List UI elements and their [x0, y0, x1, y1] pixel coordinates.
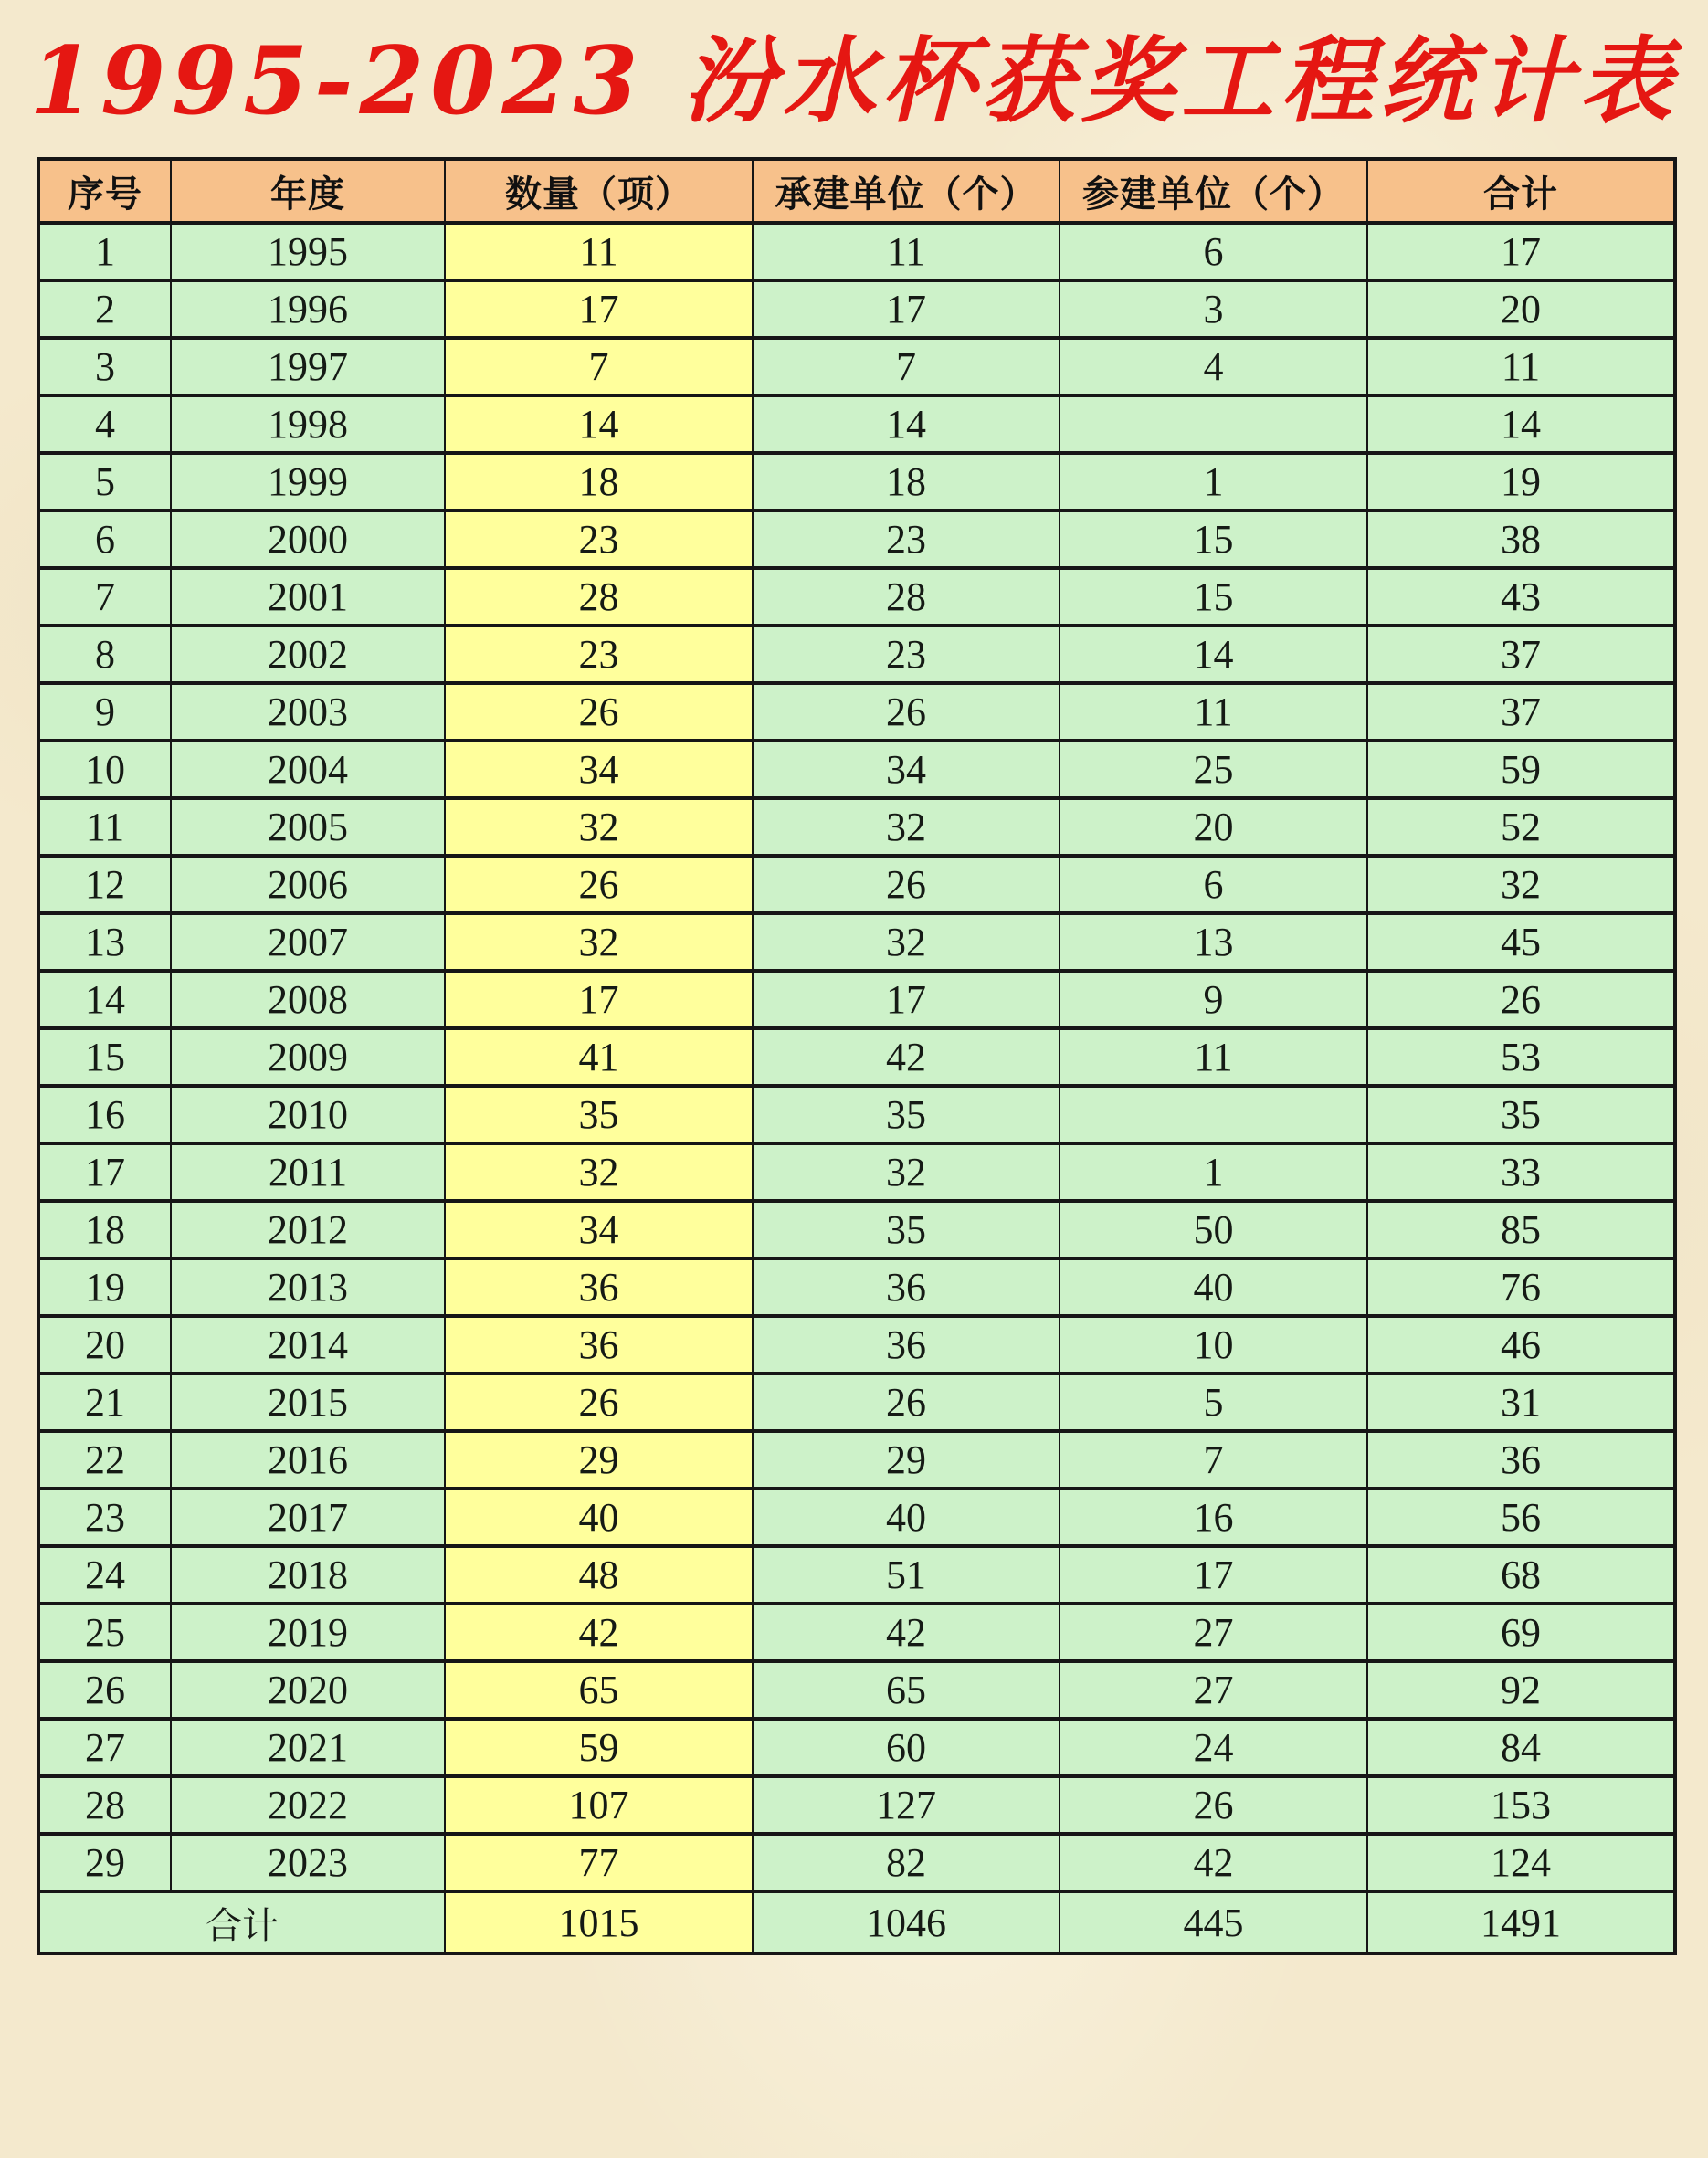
- cell-quantity: 36: [445, 1316, 753, 1374]
- cell-participants: 20: [1060, 798, 1367, 856]
- table-row: [38, 1431, 1675, 1489]
- cell-total: 52: [1367, 798, 1675, 856]
- table-row: [38, 1604, 1675, 1661]
- cell-year: 2007: [171, 913, 445, 971]
- col-header-contractors: 承建单位（个）: [753, 159, 1060, 223]
- cell-participants: 6: [1060, 223, 1367, 280]
- cell-total: 11: [1367, 338, 1675, 395]
- cell-participants: 11: [1060, 683, 1367, 741]
- cell-participants: 14: [1060, 626, 1367, 683]
- cell-contractors: 40: [753, 1489, 1060, 1546]
- cell-index: 6: [38, 511, 171, 568]
- cell-total: 37: [1367, 683, 1675, 741]
- table-row: [38, 1201, 1675, 1258]
- cell-quantity: 14: [445, 395, 753, 453]
- cell-contractors: 29: [753, 1431, 1060, 1489]
- total-label: 合计: [38, 1891, 445, 1953]
- cell-year: 2018: [171, 1546, 445, 1604]
- cell-participants: 50: [1060, 1201, 1367, 1258]
- cell-index: 7: [38, 568, 171, 626]
- cell-year: 2006: [171, 856, 445, 913]
- cell-contractors: 82: [753, 1834, 1060, 1891]
- cell-total: 56: [1367, 1489, 1675, 1546]
- cell-index: 1: [38, 223, 171, 280]
- table-row: [38, 1776, 1675, 1834]
- cell-contractors: 7: [753, 338, 1060, 395]
- cell-total: 19: [1367, 453, 1675, 511]
- cell-contractors: 11: [753, 223, 1060, 280]
- table-row: [38, 913, 1675, 971]
- cell-total: 46: [1367, 1316, 1675, 1374]
- cell-quantity: 48: [445, 1546, 753, 1604]
- table-row: [38, 1258, 1675, 1316]
- cell-participants: 3: [1060, 280, 1367, 338]
- cell-quantity: 36: [445, 1258, 753, 1316]
- cell-total: 68: [1367, 1546, 1675, 1604]
- cell-quantity: 107: [445, 1776, 753, 1834]
- cell-total: 124: [1367, 1834, 1675, 1891]
- table-row: [38, 1661, 1675, 1719]
- table-row: [38, 1834, 1675, 1891]
- cell-total: 53: [1367, 1028, 1675, 1086]
- cell-total: 153: [1367, 1776, 1675, 1834]
- cell-year: 1995: [171, 223, 445, 280]
- cell-quantity: 32: [445, 798, 753, 856]
- cell-total: 69: [1367, 1604, 1675, 1661]
- cell-participants: [1060, 1086, 1367, 1143]
- table-row: [38, 395, 1675, 453]
- cell-quantity: 32: [445, 913, 753, 971]
- cell-total: 43: [1367, 568, 1675, 626]
- cell-year: 1999: [171, 453, 445, 511]
- cell-index: 28: [38, 1776, 171, 1834]
- cell-participants: 7: [1060, 1431, 1367, 1489]
- cell-contractors: 23: [753, 626, 1060, 683]
- cell-total: 76: [1367, 1258, 1675, 1316]
- cell-quantity: 59: [445, 1719, 753, 1776]
- cell-quantity: 17: [445, 971, 753, 1028]
- cell-index: 17: [38, 1143, 171, 1201]
- cell-contractors: 32: [753, 1143, 1060, 1201]
- cell-participants: 15: [1060, 511, 1367, 568]
- cell-contractors: 42: [753, 1028, 1060, 1086]
- cell-index: 22: [38, 1431, 171, 1489]
- cell-participants: 27: [1060, 1604, 1367, 1661]
- cell-total: 59: [1367, 741, 1675, 798]
- table-row: [38, 798, 1675, 856]
- cell-quantity: 23: [445, 626, 753, 683]
- cell-index: 16: [38, 1086, 171, 1143]
- cell-index: 10: [38, 741, 171, 798]
- cell-total: 33: [1367, 1143, 1675, 1201]
- cell-contractors: 18: [753, 453, 1060, 511]
- cell-contractors: 26: [753, 1374, 1060, 1431]
- cell-index: 26: [38, 1661, 171, 1719]
- cell-total: 32: [1367, 856, 1675, 913]
- cell-year: 2008: [171, 971, 445, 1028]
- cell-quantity: 29: [445, 1431, 753, 1489]
- cell-total: 20: [1367, 280, 1675, 338]
- cell-index: 12: [38, 856, 171, 913]
- total-quantity-cell: 1015: [445, 1891, 753, 1953]
- cell-year: 2001: [171, 568, 445, 626]
- cell-index: 21: [38, 1374, 171, 1431]
- cell-quantity: 26: [445, 1374, 753, 1431]
- cell-participants: 40: [1060, 1258, 1367, 1316]
- cell-index: 25: [38, 1604, 171, 1661]
- cell-total: 26: [1367, 971, 1675, 1028]
- cell-quantity: 34: [445, 1201, 753, 1258]
- cell-quantity: 17: [445, 280, 753, 338]
- col-header-total: 合计: [1367, 159, 1675, 223]
- cell-index: 18: [38, 1201, 171, 1258]
- cell-index: 13: [38, 913, 171, 971]
- cell-index: 5: [38, 453, 171, 511]
- cell-participants: [1060, 395, 1367, 453]
- cell-total: 85: [1367, 1201, 1675, 1258]
- cell-year: 2005: [171, 798, 445, 856]
- cell-quantity: 77: [445, 1834, 753, 1891]
- cell-participants: 6: [1060, 856, 1367, 913]
- cell-quantity: 41: [445, 1028, 753, 1086]
- cell-contractors: 51: [753, 1546, 1060, 1604]
- cell-contractors: 32: [753, 913, 1060, 971]
- cell-contractors: 36: [753, 1316, 1060, 1374]
- cell-total: 17: [1367, 223, 1675, 280]
- table-row: [38, 1316, 1675, 1374]
- table-row: [38, 338, 1675, 395]
- cell-contractors: 35: [753, 1201, 1060, 1258]
- table-row: [38, 1546, 1675, 1604]
- cell-year: 1996: [171, 280, 445, 338]
- cell-contractors: 17: [753, 971, 1060, 1028]
- cell-contractors: 65: [753, 1661, 1060, 1719]
- cell-index: 23: [38, 1489, 171, 1546]
- cell-contractors: 36: [753, 1258, 1060, 1316]
- cell-quantity: 28: [445, 568, 753, 626]
- table-row: [38, 223, 1675, 280]
- cell-total: 45: [1367, 913, 1675, 971]
- cell-index: 4: [38, 395, 171, 453]
- table-body: [38, 223, 1675, 1891]
- cell-quantity: 32: [445, 1143, 753, 1201]
- cell-index: 15: [38, 1028, 171, 1086]
- col-header-year: 年度: [171, 159, 445, 223]
- cell-quantity: 18: [445, 453, 753, 511]
- table-row: [38, 626, 1675, 683]
- cell-index: 24: [38, 1546, 171, 1604]
- cell-participants: 15: [1060, 568, 1367, 626]
- cell-total: 35: [1367, 1086, 1675, 1143]
- cell-quantity: 26: [445, 856, 753, 913]
- cell-year: 2000: [171, 511, 445, 568]
- cell-year: 2012: [171, 1201, 445, 1258]
- table-row: [38, 453, 1675, 511]
- cell-contractors: 23: [753, 511, 1060, 568]
- table-row: [38, 1489, 1675, 1546]
- cell-index: 20: [38, 1316, 171, 1374]
- cell-total: 38: [1367, 511, 1675, 568]
- cell-quantity: 42: [445, 1604, 753, 1661]
- cell-index: 14: [38, 971, 171, 1028]
- table-row: [38, 683, 1675, 741]
- cell-quantity: 40: [445, 1489, 753, 1546]
- cell-index: 19: [38, 1258, 171, 1316]
- table-row: [38, 1086, 1675, 1143]
- table-row: [38, 568, 1675, 626]
- total-participants-cell: 445: [1060, 1891, 1367, 1953]
- cell-total: 92: [1367, 1661, 1675, 1719]
- cell-quantity: 11: [445, 223, 753, 280]
- cell-contractors: 35: [753, 1086, 1060, 1143]
- table-row: [38, 1374, 1675, 1431]
- cell-quantity: 7: [445, 338, 753, 395]
- cell-contractors: 17: [753, 280, 1060, 338]
- cell-participants: 1: [1060, 1143, 1367, 1201]
- cell-total: 84: [1367, 1719, 1675, 1776]
- cell-year: 2002: [171, 626, 445, 683]
- cell-quantity: 35: [445, 1086, 753, 1143]
- table-row: [38, 971, 1675, 1028]
- table-row: [38, 741, 1675, 798]
- cell-contractors: 127: [753, 1776, 1060, 1834]
- cell-contractors: 26: [753, 683, 1060, 741]
- cell-contractors: 60: [753, 1719, 1060, 1776]
- cell-participants: 4: [1060, 338, 1367, 395]
- table-row: [38, 511, 1675, 568]
- cell-contractors: 42: [753, 1604, 1060, 1661]
- table-row: [38, 1143, 1675, 1201]
- cell-quantity: 26: [445, 683, 753, 741]
- table-header: [38, 159, 1675, 223]
- cell-year: 2020: [171, 1661, 445, 1719]
- cell-year: 2015: [171, 1374, 445, 1431]
- stats-table: [37, 157, 1677, 1955]
- cell-year: 2010: [171, 1086, 445, 1143]
- header-row: [38, 159, 1675, 223]
- cell-index: 2: [38, 280, 171, 338]
- table-row: [38, 1028, 1675, 1086]
- cell-index: 29: [38, 1834, 171, 1891]
- table-row: [38, 856, 1675, 913]
- cell-index: 9: [38, 683, 171, 741]
- cell-contractors: 28: [753, 568, 1060, 626]
- cell-year: 1997: [171, 338, 445, 395]
- cell-year: 2022: [171, 1776, 445, 1834]
- cell-year: 2004: [171, 741, 445, 798]
- cell-year: 2011: [171, 1143, 445, 1201]
- cell-contractors: 34: [753, 741, 1060, 798]
- cell-year: 2009: [171, 1028, 445, 1086]
- cell-year: 2023: [171, 1834, 445, 1891]
- cell-quantity: 65: [445, 1661, 753, 1719]
- page-title: 1995-2023 汾水杯获奖工程统计表: [29, 26, 1679, 136]
- cell-index: 11: [38, 798, 171, 856]
- cell-year: 2021: [171, 1719, 445, 1776]
- cell-year: 1998: [171, 395, 445, 453]
- cell-total: 14: [1367, 395, 1675, 453]
- cell-year: 2017: [171, 1489, 445, 1546]
- cell-participants: 13: [1060, 913, 1367, 971]
- cell-total: 37: [1367, 626, 1675, 683]
- cell-index: 8: [38, 626, 171, 683]
- cell-quantity: 34: [445, 741, 753, 798]
- cell-participants: 10: [1060, 1316, 1367, 1374]
- cell-participants: 25: [1060, 741, 1367, 798]
- col-header-participants: 参建单位（个）: [1060, 159, 1367, 223]
- cell-total: 36: [1367, 1431, 1675, 1489]
- cell-participants: 9: [1060, 971, 1367, 1028]
- col-header-quantity: 数量（项）: [445, 159, 753, 223]
- col-header-index: 序号: [38, 159, 171, 223]
- cell-year: 2013: [171, 1258, 445, 1316]
- cell-index: 27: [38, 1719, 171, 1776]
- cell-quantity: 23: [445, 511, 753, 568]
- cell-year: 2014: [171, 1316, 445, 1374]
- table-footer: [38, 1891, 1675, 1953]
- cell-total: 31: [1367, 1374, 1675, 1431]
- cell-contractors: 14: [753, 395, 1060, 453]
- cell-contractors: 26: [753, 856, 1060, 913]
- cell-year: 2003: [171, 683, 445, 741]
- cell-participants: 11: [1060, 1028, 1367, 1086]
- cell-participants: 17: [1060, 1546, 1367, 1604]
- cell-year: 2016: [171, 1431, 445, 1489]
- total-contractors-cell: 1046: [753, 1891, 1060, 1953]
- cell-participants: 26: [1060, 1776, 1367, 1834]
- cell-year: 2019: [171, 1604, 445, 1661]
- cell-index: 3: [38, 338, 171, 395]
- table-row: [38, 1719, 1675, 1776]
- cell-participants: 42: [1060, 1834, 1367, 1891]
- total-row: [38, 1891, 1675, 1953]
- cell-participants: 5: [1060, 1374, 1367, 1431]
- table-row: [38, 280, 1675, 338]
- total-sum-cell: 1491: [1367, 1891, 1675, 1953]
- cell-participants: 16: [1060, 1489, 1367, 1546]
- cell-participants: 1: [1060, 453, 1367, 511]
- cell-participants: 24: [1060, 1719, 1367, 1776]
- cell-participants: 27: [1060, 1661, 1367, 1719]
- cell-contractors: 32: [753, 798, 1060, 856]
